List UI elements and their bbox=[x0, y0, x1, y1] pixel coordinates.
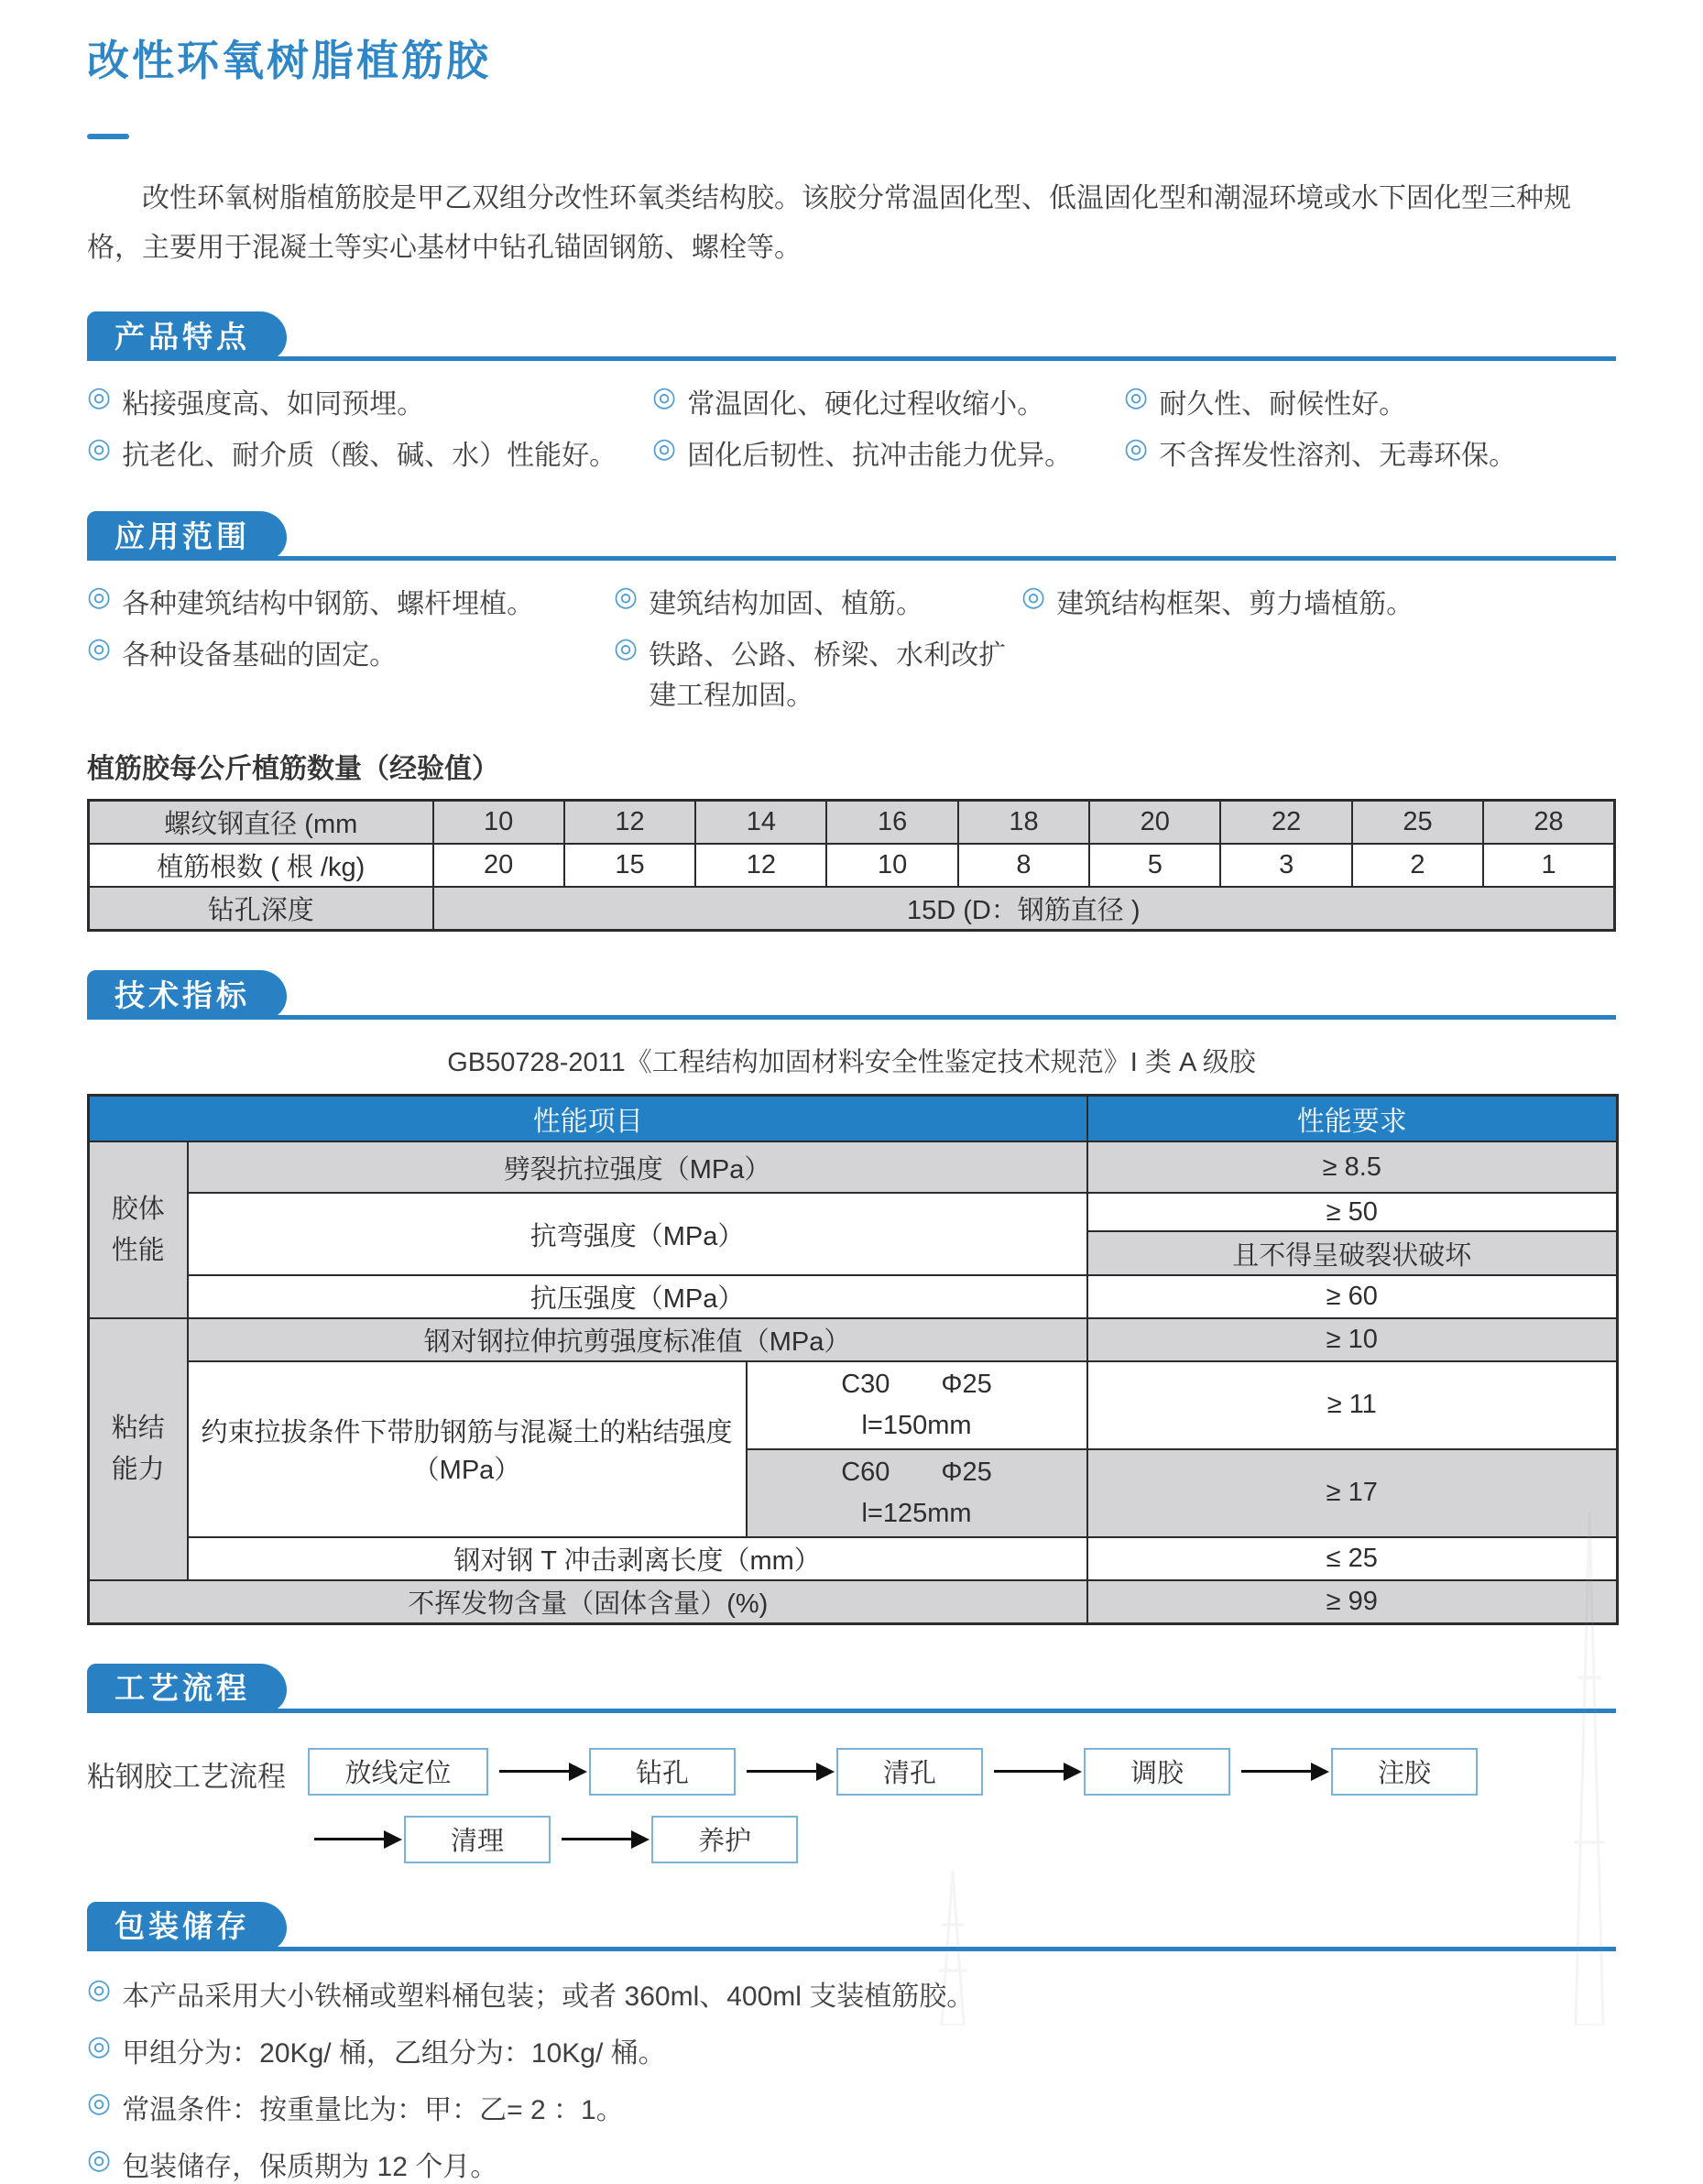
packaging-text: 常温条件：按重量比为：甲：乙= 2 ：1。 bbox=[122, 2094, 624, 2125]
count-cell: 1 bbox=[1483, 844, 1614, 887]
packaging-text: 本产品采用大小铁桶或塑料桶包装；或者 360ml、400ml 支装植筋胶。 bbox=[122, 1981, 975, 2012]
section-rule bbox=[87, 1709, 1616, 1713]
spec-requirement: ≥ 11 bbox=[1087, 1361, 1618, 1449]
diameter-cell: 22 bbox=[1220, 801, 1351, 845]
section-banner-packaging: 包装储存 bbox=[87, 1902, 287, 1951]
page-title: 改性环氧树脂植筋胶 bbox=[87, 37, 491, 84]
section-banner-applications: 应用范围 bbox=[87, 511, 287, 561]
section-header-tech bbox=[87, 970, 1616, 1020]
applications-list bbox=[87, 581, 1616, 713]
feature-text: 常温固化、硬化过程收缩小。 bbox=[687, 389, 1045, 420]
row-header-count: 植筋根数 ( 根 /kg) bbox=[89, 844, 433, 887]
list-item bbox=[87, 1973, 1616, 2014]
diameter-cell: 10 bbox=[433, 801, 564, 845]
bullseye-bullet-icon: ◎ bbox=[87, 1973, 112, 2004]
section-header-process bbox=[87, 1664, 1616, 1713]
count-cell: 5 bbox=[1089, 844, 1220, 887]
spec-label: 劈裂抗拉强度（MPa） bbox=[188, 1141, 1087, 1193]
row-header-depth: 钻孔深度 bbox=[89, 887, 433, 931]
flow-arrow-icon bbox=[1241, 1770, 1311, 1773]
application-text: 各种设备基础的固定。 bbox=[122, 640, 398, 671]
list-item bbox=[1021, 581, 1616, 621]
table-row bbox=[89, 1318, 1618, 1361]
title-dash-divider bbox=[87, 134, 129, 139]
bullseye-bullet-icon: ◎ bbox=[87, 382, 112, 412]
list-item bbox=[87, 632, 614, 713]
flow-arrow-icon bbox=[314, 1838, 384, 1840]
flow-step-inject-glue: 注胶 bbox=[1331, 1748, 1478, 1796]
features-list bbox=[87, 381, 1616, 473]
feature-text: 固化后韧性、抗冲击能力优异。 bbox=[687, 441, 1073, 471]
rebar-quantity-table bbox=[87, 799, 1616, 932]
rebar-table-title: 植筋胶每公斤植筋数量（经验值） bbox=[87, 754, 499, 784]
flow-arrow-icon bbox=[747, 1770, 816, 1773]
intro-paragraph: 改性环氧树脂植筋胶是甲乙双组分改性环氧类结构胶。该胶分常温固化型、低温固化型和潮湿环境或水下固化型三种规格，主要用于混凝土等实心基材中钻孔锚固钢筋、螺栓等。 bbox=[87, 183, 1571, 263]
application-text: 建筑结构加固、植筋。 bbox=[649, 589, 924, 619]
bullseye-bullet-icon: ◎ bbox=[652, 382, 677, 412]
list-item bbox=[87, 2144, 1616, 2184]
bullseye-bullet-icon: ◎ bbox=[87, 633, 112, 663]
table-row bbox=[89, 1537, 1618, 1580]
flow-step-mix-glue: 调胶 bbox=[1084, 1748, 1230, 1796]
table-row bbox=[89, 1580, 1618, 1624]
application-text: 铁路、公路、桥梁、水利改扩建工程加固。 bbox=[649, 640, 1007, 711]
watermark-tower-icon bbox=[1548, 1512, 1631, 2026]
spec-requirement: ≥ 99 bbox=[1087, 1580, 1618, 1624]
spec-label: 抗压强度（MPa） bbox=[188, 1275, 1087, 1318]
flow-step-layout: 放线定位 bbox=[308, 1748, 488, 1796]
feature-text: 抗老化、耐介质（酸、碱、水）性能好。 bbox=[122, 441, 617, 471]
spec-label: 抗弯强度（MPa） bbox=[188, 1193, 1087, 1275]
section-header-features bbox=[87, 311, 1616, 361]
table-row bbox=[89, 801, 1615, 845]
bullseye-bullet-icon: ◎ bbox=[1124, 433, 1149, 464]
bullseye-bullet-icon: ◎ bbox=[87, 2087, 112, 2118]
spec-subcondition-c60 bbox=[747, 1449, 1087, 1537]
section-header-applications bbox=[87, 511, 1616, 561]
process-flow-row-1 bbox=[87, 1748, 1616, 1796]
diameter-cell: 14 bbox=[695, 801, 826, 845]
process-flow-row-2 bbox=[87, 1816, 1616, 1863]
flow-step-curing: 养护 bbox=[651, 1816, 798, 1863]
group-cell-bonding-capacity: 粘结能力 bbox=[89, 1318, 188, 1580]
group-cell-adhesive-properties: 胶体性能 bbox=[89, 1141, 188, 1318]
list-item bbox=[87, 2087, 1616, 2127]
list-item bbox=[87, 381, 652, 421]
spec-requirement: ≥ 10 bbox=[1087, 1318, 1618, 1361]
bullseye-bullet-icon: ◎ bbox=[87, 582, 112, 612]
packaging-text: 包装储存，保质期为 12 个月。 bbox=[122, 2151, 498, 2182]
count-cell: 20 bbox=[433, 844, 564, 887]
feature-text: 粘接强度高、如同预埋。 bbox=[122, 389, 425, 420]
application-text: 各种建筑结构中钢筋、螺杆埋植。 bbox=[122, 589, 535, 619]
diameter-cell: 12 bbox=[564, 801, 695, 845]
spec-requirement: ≤ 25 bbox=[1087, 1537, 1618, 1580]
diameter-cell: 28 bbox=[1483, 801, 1614, 845]
technical-spec-table bbox=[87, 1094, 1619, 1625]
feature-text: 耐久性、耐候性好。 bbox=[1159, 389, 1407, 420]
list-item bbox=[87, 432, 652, 473]
section-banner-process: 工艺流程 bbox=[87, 1664, 287, 1713]
feature-text: 不含挥发性溶剂、无毒环保。 bbox=[1159, 441, 1517, 471]
anchor-length: l=125mm bbox=[861, 1498, 972, 1528]
flow-step-cleanup: 清理 bbox=[404, 1816, 551, 1863]
packaging-list bbox=[87, 1973, 1616, 2184]
header-requirement: 性能要求 bbox=[1087, 1096, 1618, 1142]
header-item: 性能项目 bbox=[89, 1096, 1087, 1142]
count-cell: 10 bbox=[826, 844, 957, 887]
section-rule bbox=[87, 1015, 1616, 1020]
diameter-cell: 16 bbox=[826, 801, 957, 845]
flow-arrow-icon bbox=[994, 1770, 1064, 1773]
bar-diameter: Φ25 bbox=[941, 1457, 992, 1487]
spec-requirement: 且不得呈破裂状破坏 bbox=[1087, 1231, 1618, 1275]
table-row bbox=[89, 1141, 1618, 1193]
table-row bbox=[89, 887, 1615, 931]
spec-requirement: ≥ 17 bbox=[1087, 1449, 1618, 1537]
watermark-tower-icon bbox=[916, 1870, 989, 2026]
standard-note: GB50728-2011《工程结构加固材料安全性鉴定技术规范》I 类 A 级胶 bbox=[447, 1048, 1256, 1077]
spec-subcondition-c30 bbox=[747, 1361, 1087, 1449]
table-row bbox=[89, 1361, 1618, 1449]
bullseye-bullet-icon: ◎ bbox=[1021, 582, 1046, 612]
table-row bbox=[89, 1193, 1618, 1231]
section-rule bbox=[87, 356, 1616, 361]
spec-label: 钢对钢拉伸抗剪强度标准值（MPa） bbox=[188, 1318, 1087, 1361]
count-cell: 15 bbox=[564, 844, 695, 887]
spec-requirement: ≥ 50 bbox=[1087, 1193, 1618, 1231]
list-item bbox=[652, 432, 1124, 473]
diameter-cell: 20 bbox=[1089, 801, 1220, 845]
bullseye-bullet-icon: ◎ bbox=[1124, 382, 1149, 412]
table-row bbox=[89, 1275, 1618, 1318]
flow-step-clean-hole: 清孔 bbox=[836, 1748, 983, 1796]
flow-arrow-icon bbox=[499, 1770, 569, 1773]
count-cell: 12 bbox=[695, 844, 826, 887]
flow-arrow-icon bbox=[562, 1838, 631, 1840]
bullseye-bullet-icon: ◎ bbox=[87, 433, 112, 464]
section-rule bbox=[87, 1947, 1616, 1951]
section-header-packaging bbox=[87, 1902, 1616, 1951]
bar-diameter: Φ25 bbox=[941, 1370, 992, 1399]
count-cell: 2 bbox=[1352, 844, 1483, 887]
spec-label: 不挥发物含量（固体含量）(%) bbox=[89, 1580, 1087, 1624]
process-subtitle: 粘钢胶工艺流程 bbox=[87, 1760, 286, 1793]
table-row bbox=[89, 844, 1615, 887]
depth-value-cell: 15D (D：钢筋直径 ) bbox=[433, 887, 1615, 931]
count-cell: 3 bbox=[1220, 844, 1351, 887]
list-item bbox=[614, 581, 1021, 621]
bullseye-bullet-icon: ◎ bbox=[614, 582, 639, 612]
list-item bbox=[614, 632, 1021, 713]
flow-step-drill: 钻孔 bbox=[589, 1748, 736, 1796]
bullseye-bullet-icon: ◎ bbox=[87, 2030, 112, 2061]
section-rule bbox=[87, 556, 1616, 561]
empty-cell bbox=[1021, 632, 1616, 713]
row-header-diameter: 螺纹钢直径 (mm bbox=[89, 801, 433, 845]
list-item bbox=[1124, 432, 1616, 473]
spec-requirement: ≥ 60 bbox=[1087, 1275, 1618, 1318]
section-banner-tech: 技术指标 bbox=[87, 970, 287, 1020]
list-item bbox=[87, 581, 614, 621]
table-header-row bbox=[89, 1096, 1618, 1142]
concrete-grade: C30 bbox=[841, 1370, 890, 1399]
packaging-text: 甲组分为：20Kg/ 桶，乙组分为：10Kg/ 桶。 bbox=[122, 2037, 666, 2069]
spec-requirement: ≥ 8.5 bbox=[1087, 1141, 1618, 1193]
spec-label: 约束拉拔条件下带肋钢筋与混凝土的粘结强度（MPa） bbox=[188, 1361, 747, 1537]
concrete-grade: C60 bbox=[841, 1457, 890, 1487]
application-text: 建筑结构框架、剪力墙植筋。 bbox=[1056, 589, 1414, 619]
bullseye-bullet-icon: ◎ bbox=[614, 633, 639, 663]
list-item bbox=[652, 381, 1124, 421]
spec-label: 钢对钢 T 冲击剥离长度（mm） bbox=[188, 1537, 1087, 1580]
list-item bbox=[1124, 381, 1616, 421]
bullseye-bullet-icon: ◎ bbox=[652, 433, 677, 464]
list-item bbox=[87, 2030, 1616, 2070]
bullseye-bullet-icon: ◎ bbox=[87, 2144, 112, 2175]
count-cell: 8 bbox=[958, 844, 1089, 887]
diameter-cell: 18 bbox=[958, 801, 1089, 845]
section-banner-features: 产品特点 bbox=[87, 311, 287, 361]
diameter-cell: 25 bbox=[1352, 801, 1483, 845]
anchor-length: l=150mm bbox=[861, 1410, 972, 1440]
